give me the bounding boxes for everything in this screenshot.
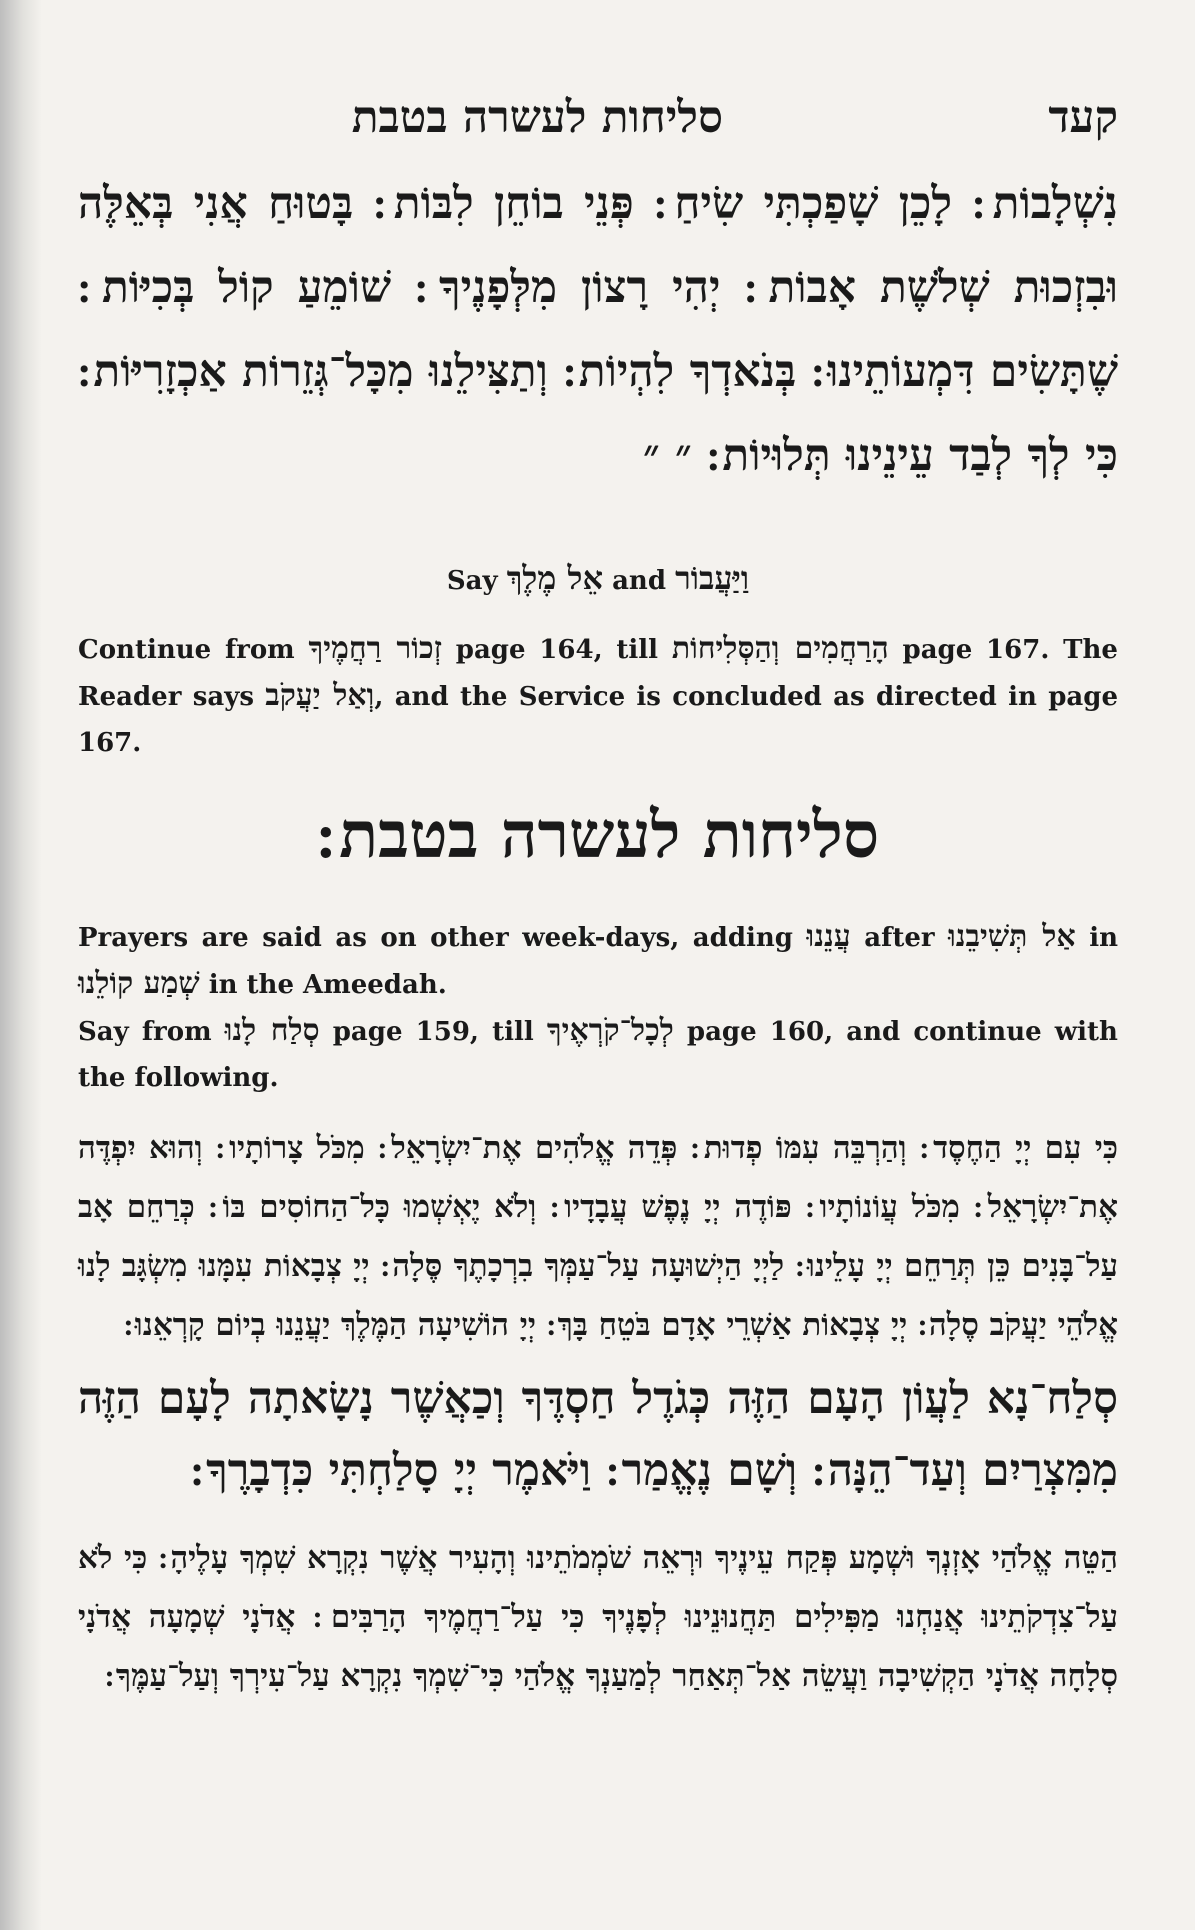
say-word: Say	[446, 566, 498, 596]
instruction-say	[78, 556, 1118, 600]
hebrew-fragment: וְאַל יַעֲקֹב	[265, 678, 375, 713]
text-fragment: Say from	[78, 1017, 212, 1047]
instruction-prayers	[78, 914, 1118, 1008]
text-fragment: , and the Service is concluded as directed in page 167.	[78, 682, 1118, 758]
hebrew-verses-small: כִּי עִם יְיָ הַחֶסֶד ׃ וְהַרְבֵּה עִמּוֹ פְדוּת ׃ פְּדֵה אֱלֹהִים אֶת־יִשְׂרָאֵל ׃ מִכֹּל צָרוֹתָיו ׃ וְהוּא יִפְדֶּה אֶת־יִשְׂרָאֵל ׃ מִכֹּל עֲוֹנוֹתָיו ׃ פּוֹדֶה יְיָ נֶפֶשׁ עֲבָדָיו ׃ וְלֹא יֶאְשְׁמוּ כָּל־הַחוֹסִים בּוֹ ׃ כְּרַחֵם אָב עַל־בָּנִים כֵּן תְּרַחֵם יְיָ עָלֵינוּ ׃ לַיְיָ הַיְשׁוּעָה עַל־עַמְּךָ בִרְכָתֶךָ סֶּלָה ׃ יְיָ צְבָאוֹת עִמָּנוּ מִשְׂגָּב לָנוּ אֱלֹהֵי יַעֲקֹב סֶלָה ׃ יְיָ צְבָאוֹת אַשְׁרֵי אָדָם בֹּטֵחַ בָּךְ ׃ יְיָ הוֹשִׁיעָה הַמֶּלֶךְ יַעֲנֵנוּ בְיוֹם קָרְאֵנוּ ׃	[78, 1130, 1118, 1343]
text-fragment: after	[864, 923, 935, 953]
text-fragment: in	[1089, 923, 1118, 953]
instruction-continue	[78, 626, 1118, 766]
binding-gutter	[0, 0, 42, 1930]
say-hebrew-1: אֵל מֶלֶךְ	[506, 559, 604, 597]
text-fragment: till	[616, 635, 659, 665]
instruction-say-from	[78, 1008, 1118, 1101]
running-title: סליחות לעשרה בטבת	[351, 92, 723, 143]
running-head	[78, 92, 1118, 162]
text-fragment: page 160, and continue with the following.	[78, 1017, 1118, 1093]
book-page	[78, 92, 1118, 1902]
hebrew-selach-na: סְלַח־נָא לַעֲוֹן הָעָם הַזֶּה כְּגֹדֶל חַסְדֶּךָ וְכַאֲשֶׁר נָשָׂאתָה לָעָם הַזֶּה מִמִּצְרַיִם וְעַד־הֵנָּה ׃ וְשָׁם נֶאֱמַר ׃ וַיֹּאמֶר יְיָ סָלַחְתִּי כִּדְבָרֶךָ ׃	[78, 1373, 1118, 1496]
text-fragment: The Reader says	[78, 635, 1118, 712]
hebrew-fragment: סְלַח לָנוּ	[224, 1013, 320, 1048]
hebrew-fragment: אַל תְּשִׁיבֵנוּ	[948, 919, 1076, 954]
hebrew-fragment: עֲנֵנוּ	[806, 919, 851, 954]
hebrew-hateh-elohai: הַטֵּה אֱלֹהַי אָזְנְךָ וּשְׁמָע פְּקַח עֵינֶיךָ וּרְאֵה שֹׁמְמֹתֵינוּ וְהָעִיר אֲשֶׁר נִקְרָא שִׁמְךָ עָלֶיהָ ׃ כִּי לֹא עַל־צִדְקֹתֵינוּ אֲנַחְנוּ מַפִּילִים תַּחֲנוּנֵינוּ לְפָנֶיךָ כִּי עַל־רַחֲמֶיךָ הָרַבִּים ׃ אֲדֹנָי שְׁמָעָה אֲדֹנָי סְלָחָה אֲדֹנָי הַקְשִׁיבָה וַעֲשֵׂה אַל־תְּאַחַר לְמַעַנְךָ אֱלֹהַי כִּי־שִׁמְךָ נִקְרָא עַל־עִירְךָ וְעַל־עַמֶּךָ ׃	[78, 1540, 1118, 1694]
text-fragment: page 167.	[902, 635, 1050, 665]
text-fragment: in the Ameedah.	[208, 970, 447, 1000]
hebrew-fragment: לְכָל־קֹרְאֶיךָ	[546, 1013, 674, 1048]
text-fragment: page 164,	[455, 635, 603, 665]
text-fragment: Prayers are said as on other week-days, adding	[78, 923, 793, 953]
hebrew-fragment: שְׁמַע קוֹלֵנוּ	[78, 966, 200, 1001]
text-fragment: Continue from	[78, 635, 295, 665]
text-fragment: page 159, till	[332, 1017, 534, 1047]
say-hebrew-2: וַיַּעֲבוֹר	[675, 559, 750, 597]
section-title: סליחות לעשרה בטבת ׃	[316, 798, 880, 873]
hebrew-fragment: זְכוֹר רַחֲמֶיךָ	[308, 631, 442, 666]
and-word: and	[612, 566, 667, 596]
hebrew-fragment: הָרַחֲמִים וְהַסְּלִיחוֹת	[671, 631, 889, 666]
hebrew-paragraph-top: נִשְׁלָבוֹת ׃ לָכֵן שָׁפַכְתִּי שִׂיחַ ׃ פְּנֵי בוֹחֵן לִבּוֹת ׃ בָּטוּחַ אֲנִי בְּאֵלֶּה וּבִזְכוּת שְׁלֹשֶׁת אָבוֹת ׃ יְהִי רָצוֹן מִלְּפָנֶיךָ ׃ שׁוֹמֵעַ קוֹל בְּכִיּוֹת ׃ שֶׁתָּשִׂים דִּמְעוֹתֵינוּ ׃ בְּנֹאדְךָ לִהְיוֹת ׃ וְתַצִּילֵנוּ מִכָּל־גְּזֵרוֹת אַכְזָרִיּוֹת ׃ כִּי לְךָ לְבַד עֵינֵינוּ תְּלוּיוֹת ׃ ״ ״	[78, 178, 1118, 481]
page-number: קעד	[1048, 92, 1118, 143]
